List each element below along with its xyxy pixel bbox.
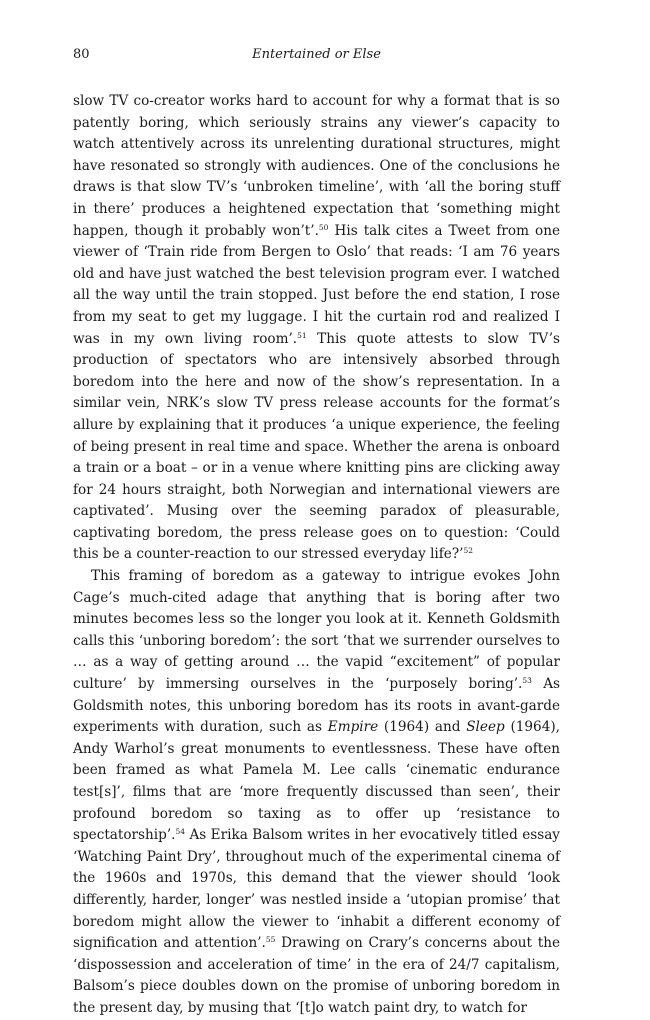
text-run: As Erika Balsom writes in her evocatively titled essay ‘Watching Paint Dry’, throughout much of the experimental cinema of the 1960s and 1970s, this demand that the viewer should ‘look differently, harder, longer’ was nestled inside a ‘utopian promise’ that boredom might allow the viewer to ‘inhabit a different economy of signification and attention’. (73, 827, 560, 952)
page-number: 80 (73, 47, 90, 62)
text-run: This quote attests to slow TV’s production of spectators who are intensively absorbed through boredom into the here and now of the show’s representation. In a similar vein, NRK’s slow TV press release accounts for the format’s allure by explaining that it produces ‘a unique experience, the feeling of being present in real time and space. Whether the arena is onboard a train or a boat – or in a venue where knitting pins are clicking away for 24 hours straight, both Norwegian and international viewers are captivated’. Musing over the seeming paradox of pleasurable, captivating boredom, the press release goes on to question: ‘Could this be a counter-reaction to our stressed everyday life?’ (73, 330, 560, 563)
work-title: Sleep (466, 719, 505, 736)
paragraph (73, 566, 560, 1019)
paragraph (73, 91, 560, 566)
text-run: slow TV co-creator works hard to account for why a format that is so patently boring, which seriously strains any viewer’s capacity to watch attentively across its unrelenting durational structures, might have resonated so strongly with audiences. One of the conclusions he draws is that slow TV’s ‘unbroken timeline’, with ‘all the boring stuff in there’ produces a heightened expectation that ‘something might happen, though it probably won’t’. (73, 93, 560, 239)
footnote-marker: 54 (175, 827, 186, 837)
text-run: This framing of boredom as a gateway to intrigue evokes John Cage’s much-cited adage that anything that is boring after two minutes becomes less so the longer you look at it. Kenneth Goldsmith calls this ‘unboring boredom’: the sort ‘that we surrender ourselves to … as a way of getting around … the vapid “excitement” of popular culture’ by immersing ourselves in the ‘purposely boring’. (73, 568, 560, 693)
footnote-marker: 53 (522, 676, 532, 686)
text-run: As Goldsmith notes, this unboring boredom has its roots in avant-garde experiments with duration, such as (73, 676, 560, 736)
body-text (73, 91, 560, 1020)
text-run: Drawing on Crary’s concerns about the ‘dispossession and acceleration of time’ in the era of 24/7 capitalism, Balsom’s piece doubles down on the promise of unboring boredom in the present day, by musing that ‘[t]o watch paint dry, to watch for (73, 935, 561, 1016)
text-run: (1964) and (378, 719, 467, 736)
work-title: Empire (327, 719, 379, 736)
page-header (73, 47, 560, 67)
footnote-marker: 51 (297, 330, 307, 340)
footnote-marker: 50 (318, 222, 329, 232)
text-run: His talk cites a Tweet from one viewer of ‘Train ride from Bergen to Oslo’ that reads: ‘I am 76 years old and have just watched the best television program ever. I watched all the way until the train stopped. Just before the end station, I rose from my seat to get my luggage. I hit the curtain rod and realized I was in my own living room’. (73, 222, 560, 347)
footnote-marker: 55 (265, 935, 276, 945)
running-title: Entertained or Else (252, 47, 381, 62)
text-run: (1964), Andy Warhol’s great monuments to eventlessness. These have often been framed as what Pamela M. Lee calls ‘cinematic endurance test[s]’, films that are ‘more frequently discussed than seen’, their profound boredom so taxing as to offer up ‘resistance to spectatorship’. (73, 719, 560, 844)
footnote-marker: 52 (463, 546, 474, 556)
